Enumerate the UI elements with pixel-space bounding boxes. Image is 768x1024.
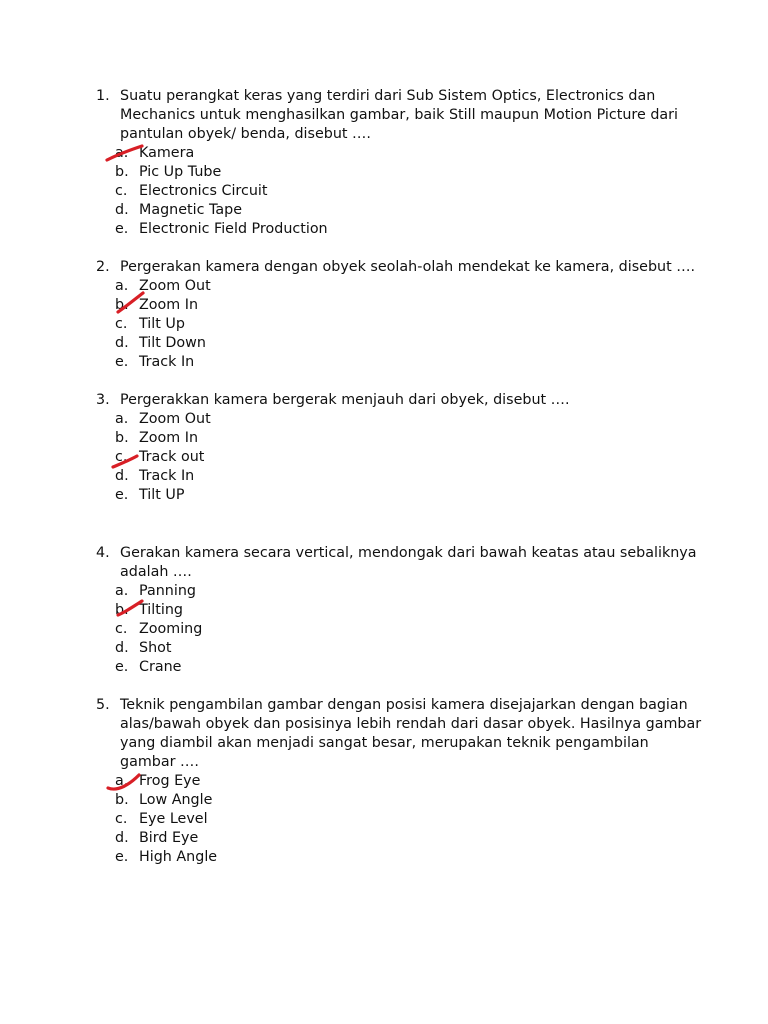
question-1-line-3 <box>96 125 696 144</box>
option-letter: e. <box>115 659 129 675</box>
option-b <box>96 296 696 315</box>
option-d <box>96 639 696 658</box>
option-text: Tilting <box>139 602 183 618</box>
option-c <box>96 315 696 334</box>
question-5-line-4 <box>96 753 696 772</box>
option-d <box>96 334 696 353</box>
question-number: 1. <box>96 88 110 104</box>
option-text: Panning <box>139 583 196 599</box>
option-text: Pic Up Tube <box>139 164 222 180</box>
option-letter: e. <box>115 354 129 370</box>
option-text: Eye Level <box>139 811 208 827</box>
option-text: Track out <box>139 449 205 465</box>
option-letter: c. <box>115 811 128 827</box>
option-a <box>96 772 696 791</box>
option-a <box>96 277 696 296</box>
option-text: Track In <box>139 468 195 484</box>
option-a <box>96 410 696 429</box>
option-text: Tilt Up <box>139 316 185 332</box>
option-letter: d. <box>115 335 129 351</box>
question-4 <box>96 544 696 677</box>
question-5-line-1 <box>96 696 696 715</box>
option-a <box>96 144 696 163</box>
option-text: Kamera <box>139 145 195 161</box>
option-letter: e. <box>115 849 129 865</box>
question-number: 4. <box>96 545 110 561</box>
option-e <box>96 486 696 505</box>
option-text: Bird Eye <box>139 830 199 846</box>
option-b <box>96 791 696 810</box>
question-text: Pergerakkan kamera bergerak menjauh dari obyek, disebut …. <box>120 392 570 408</box>
option-letter: c. <box>115 183 128 199</box>
question-text: Suatu perangkat keras yang terdiri dari Sub Sistem Optics, Electronics dan <box>120 88 656 104</box>
option-letter: b. <box>115 297 129 313</box>
option-text: High Angle <box>139 849 218 865</box>
question-number: 5. <box>96 697 110 713</box>
option-c <box>96 810 696 829</box>
option-text: Zoom Out <box>139 278 211 294</box>
option-letter: c. <box>115 621 128 637</box>
option-b <box>96 163 696 182</box>
option-letter: b. <box>115 792 129 808</box>
question-text: pantulan obyek/ benda, disebut …. <box>120 126 371 142</box>
option-d <box>96 829 696 848</box>
question-1 <box>96 87 696 239</box>
option-letter: d. <box>115 468 129 484</box>
option-d <box>96 201 696 220</box>
question-2 <box>96 258 696 372</box>
question-5-line-2 <box>96 715 702 734</box>
question-3-line-1 <box>96 391 696 410</box>
question-text: Mechanics untuk menghasilkan gambar, baik Still maupun Motion Picture dari <box>120 107 679 123</box>
option-text: Low Angle <box>139 792 213 808</box>
option-b <box>96 429 696 448</box>
option-letter: b. <box>115 430 129 446</box>
question-2-line-1 <box>96 258 696 277</box>
question-text: adalah …. <box>120 564 192 580</box>
option-text: Tilt Down <box>139 335 206 351</box>
option-c <box>96 620 696 639</box>
option-text: Shot <box>139 640 172 656</box>
option-letter: a. <box>115 773 129 789</box>
option-letter: a. <box>115 145 129 161</box>
option-e <box>96 220 696 239</box>
option-letter: b. <box>115 602 129 618</box>
option-e <box>96 353 696 372</box>
option-letter: a. <box>115 411 129 427</box>
option-letter: a. <box>115 583 129 599</box>
option-d <box>96 467 696 486</box>
question-5 <box>96 696 702 867</box>
option-e <box>96 848 696 867</box>
question-1-line-1 <box>96 87 696 106</box>
option-e <box>96 658 696 677</box>
question-4-line-1 <box>96 544 696 563</box>
question-number: 2. <box>96 259 110 275</box>
question-text: Teknik pengambilan gambar dengan posisi kamera disejajarkan dengan bagian <box>120 697 688 713</box>
option-text: Zoom In <box>139 430 199 446</box>
option-text: Zoom In <box>139 297 199 313</box>
question-4-line-2 <box>96 563 696 582</box>
option-a <box>96 582 696 601</box>
question-1-line-2 <box>96 106 696 125</box>
question-text: Pergerakan kamera dengan obyek seolah-olah mendekat ke kamera, disebut …. <box>120 259 696 275</box>
question-text: gambar …. <box>120 754 199 770</box>
option-text: Track In <box>139 354 195 370</box>
option-text: Magnetic Tape <box>139 202 243 218</box>
option-text: Electronic Field Production <box>139 221 328 237</box>
option-letter: c. <box>115 316 128 332</box>
option-c <box>96 448 696 467</box>
option-text: Zoom Out <box>139 411 211 427</box>
option-text: Zooming <box>139 621 203 637</box>
option-c <box>96 182 696 201</box>
option-text: Frog Eye <box>139 773 201 789</box>
question-5-line-3 <box>96 734 696 753</box>
question-number: 3. <box>96 392 110 408</box>
option-letter: b. <box>115 164 129 180</box>
option-text: Crane <box>139 659 182 675</box>
option-text: Electronics Circuit <box>139 183 268 199</box>
question-text: Gerakan kamera secara vertical, mendongak dari bawah keatas atau sebaliknya <box>120 545 697 561</box>
question-text: alas/bawah obyek dan posisinya lebih rendah dari dasar obyek. Hasilnya gambar <box>120 716 702 732</box>
option-letter: d. <box>115 202 129 218</box>
option-letter: e. <box>115 221 129 237</box>
question-3 <box>96 391 696 505</box>
option-text: Tilt UP <box>139 487 185 503</box>
option-letter: a. <box>115 278 129 294</box>
option-letter: d. <box>115 640 129 656</box>
option-letter: c. <box>115 449 128 465</box>
question-text: yang diambil akan menjadi sangat besar, merupakan teknik pengambilan <box>120 735 649 751</box>
option-letter: e. <box>115 487 129 503</box>
option-b <box>96 601 696 620</box>
option-letter: d. <box>115 830 129 846</box>
